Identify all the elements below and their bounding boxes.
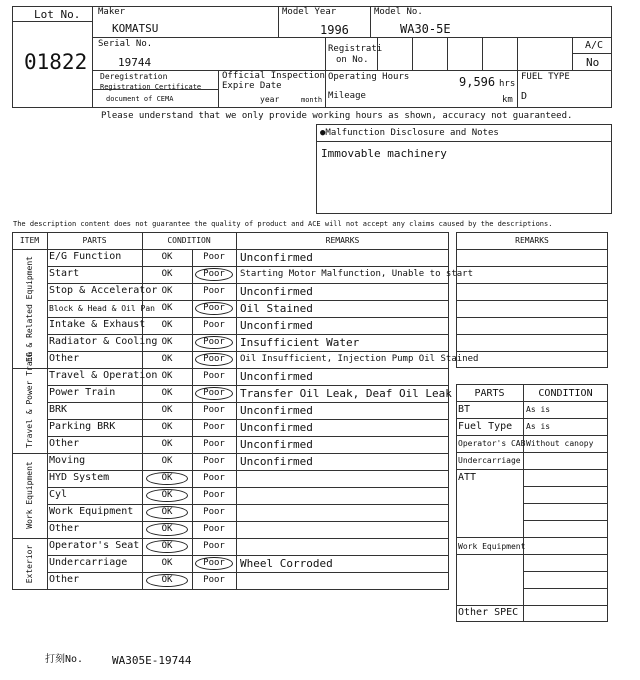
work-equipment-label: Work Equipment bbox=[458, 542, 526, 551]
ok-option: OK bbox=[161, 456, 173, 466]
parts-table-part: Undercarriage bbox=[458, 456, 521, 465]
right-remarks-header: REMARKS bbox=[515, 236, 549, 245]
model-year-value: 1996 bbox=[320, 23, 349, 37]
part-name: Other bbox=[49, 438, 80, 449]
poor-option: Poor bbox=[203, 354, 225, 364]
parts-table-condition: As is bbox=[526, 405, 551, 414]
table-row bbox=[0, 487, 450, 504]
remarks-row-divider bbox=[456, 300, 608, 301]
ok-option: OK bbox=[161, 252, 173, 262]
ok-circle-mark bbox=[146, 574, 188, 587]
cema-document-label: document of CEMA bbox=[106, 95, 174, 103]
remarks-row-divider bbox=[456, 283, 608, 284]
remark-text: Oil Stained bbox=[240, 302, 313, 315]
ac-value: No bbox=[586, 56, 600, 69]
ok-option: OK bbox=[161, 337, 173, 347]
ok-circle-mark bbox=[146, 506, 188, 519]
part-name: HYD System bbox=[49, 472, 110, 483]
ok-option: OK bbox=[161, 286, 173, 296]
registration-label-2: on No. bbox=[336, 55, 369, 65]
part-name: Cyl bbox=[49, 489, 68, 500]
poor-option: Poor bbox=[203, 439, 225, 449]
poor-option: Poor bbox=[203, 320, 225, 330]
stamp-number-value: WA305E-19744 bbox=[112, 654, 192, 667]
poor-option: Poor bbox=[203, 286, 225, 296]
remark-text: Oil Insufficient, Injection Pump Oil Stained bbox=[240, 354, 479, 364]
group-work-equipment: Work Equipment bbox=[25, 461, 34, 529]
ok-option: OK bbox=[161, 405, 173, 415]
header-parts: PARTS bbox=[82, 236, 107, 245]
group-exterior: Exterior bbox=[25, 544, 34, 584]
inspection-label-2: Expire Date bbox=[222, 81, 282, 91]
parts-header: PARTS bbox=[474, 388, 505, 399]
parts-table-part: BT bbox=[458, 404, 471, 415]
remarks-row-divider bbox=[456, 334, 608, 335]
poor-option: Poor bbox=[203, 524, 225, 534]
serial-value: 19744 bbox=[118, 56, 152, 69]
remarks-row-divider bbox=[456, 266, 608, 267]
remark-text: Unconfirmed bbox=[240, 319, 313, 332]
group-eg-related-equipment: EG & Related Equipment bbox=[25, 256, 34, 362]
part-name: E/G Function bbox=[49, 251, 122, 262]
remark-text: Insufficient Water bbox=[240, 336, 360, 349]
part-name: Undercarriage bbox=[49, 557, 128, 568]
part-name: Start bbox=[49, 268, 80, 279]
year-label: year bbox=[260, 95, 280, 104]
parts-row-divider bbox=[456, 452, 608, 453]
table-row bbox=[0, 402, 450, 419]
table-row bbox=[0, 419, 450, 436]
parts-table-part: Fuel Type bbox=[458, 421, 513, 432]
part-name: Stop & Accelerator bbox=[49, 285, 158, 296]
parts-row-divider bbox=[523, 588, 608, 589]
table-row bbox=[0, 249, 450, 266]
poor-circle-mark bbox=[195, 302, 233, 315]
part-name: BRK bbox=[49, 404, 68, 415]
part-name: Other bbox=[49, 523, 80, 534]
table-row bbox=[0, 555, 450, 572]
table-row bbox=[0, 334, 450, 351]
poor-option: Poor bbox=[203, 303, 225, 313]
km-unit: km bbox=[502, 95, 513, 105]
table-row bbox=[0, 436, 450, 453]
ok-circle-mark bbox=[146, 523, 188, 536]
remark-text: Unconfirmed bbox=[240, 404, 313, 417]
group-travel-power-train: Travel & Power Train bbox=[25, 351, 34, 448]
poor-option: Poor bbox=[203, 337, 225, 347]
table-row bbox=[0, 521, 450, 538]
inspection-label-1: Official Inspection bbox=[222, 71, 325, 81]
ok-option: OK bbox=[161, 558, 173, 568]
model-no-label: Model No. bbox=[374, 7, 423, 17]
parts-row-divider bbox=[456, 469, 608, 470]
table-row bbox=[0, 368, 450, 385]
poor-circle-mark bbox=[195, 387, 233, 400]
part-name: Radiator & Cooling bbox=[49, 336, 158, 347]
parts-row-divider bbox=[523, 571, 608, 572]
ok-option: OK bbox=[161, 422, 173, 432]
hrs-unit: hrs bbox=[499, 79, 516, 89]
table-row bbox=[0, 470, 450, 487]
poor-circle-mark bbox=[195, 336, 233, 349]
remark-text: Unconfirmed bbox=[240, 285, 313, 298]
parts-row-divider bbox=[456, 537, 608, 538]
table-row bbox=[0, 351, 479, 368]
parts-row-divider bbox=[456, 605, 608, 606]
part-name: Travel & Operation bbox=[49, 370, 158, 381]
poor-option: Poor bbox=[203, 575, 225, 585]
poor-option: Poor bbox=[203, 252, 225, 262]
poor-option: Poor bbox=[203, 456, 225, 466]
remark-text: Wheel Corroded bbox=[240, 557, 333, 570]
ok-option: OK bbox=[161, 524, 173, 534]
poor-option: Poor bbox=[203, 405, 225, 415]
ok-option: OK bbox=[161, 490, 173, 500]
poor-option: Poor bbox=[203, 473, 225, 483]
part-name: Parking BRK bbox=[49, 421, 116, 432]
remark-text: Unconfirmed bbox=[240, 438, 313, 451]
malfunction-notes: Immovable machinery bbox=[321, 147, 447, 160]
parts-row-divider bbox=[523, 486, 608, 487]
registration-label-1: Registrati bbox=[328, 44, 383, 54]
remarks-row-divider bbox=[456, 317, 608, 318]
poor-option: Poor bbox=[203, 422, 225, 432]
ac-label: A/C bbox=[585, 40, 604, 51]
table-row bbox=[0, 572, 450, 589]
remark-text: Unconfirmed bbox=[240, 251, 313, 264]
lot-number: 01822 bbox=[24, 50, 88, 74]
ok-circle-mark bbox=[146, 540, 188, 553]
remark-text: Starting Motor Malfunction, Unable to start bbox=[240, 269, 473, 279]
remark-text: Unconfirmed bbox=[240, 455, 313, 468]
parts-row-divider bbox=[523, 520, 608, 521]
poor-option: Poor bbox=[203, 507, 225, 517]
part-name: Block & Head & Oil Pan bbox=[49, 304, 155, 313]
poor-option: Poor bbox=[203, 269, 225, 279]
mileage-label: Mileage bbox=[328, 91, 366, 101]
parts-row-divider bbox=[456, 418, 608, 419]
serial-label: Serial No. bbox=[98, 39, 153, 49]
maker-label: Maker bbox=[98, 7, 126, 17]
disclaimer: The description content does not guarantee the quality of product and ACE will not accept any claims caused by the descriptions. bbox=[13, 220, 553, 228]
ok-option: OK bbox=[161, 269, 173, 279]
poor-option: Poor bbox=[203, 490, 225, 500]
ok-option: OK bbox=[161, 439, 173, 449]
ok-option: OK bbox=[161, 388, 173, 398]
poor-circle-mark bbox=[195, 268, 233, 281]
ok-option: OK bbox=[161, 371, 173, 381]
parts-row-divider bbox=[456, 401, 608, 402]
poor-circle-mark bbox=[195, 353, 233, 366]
model-year-label: Model Year bbox=[282, 7, 337, 17]
remark-text: Transfer Oil Leak, Deaf Oil Leak bbox=[240, 387, 452, 400]
poor-option: Poor bbox=[203, 558, 225, 568]
parts-row-divider bbox=[523, 503, 608, 504]
ok-option: OK bbox=[161, 320, 173, 330]
poor-circle-mark bbox=[195, 557, 233, 570]
ok-option: OK bbox=[161, 473, 173, 483]
operating-hours-label: Operating Hours bbox=[328, 72, 410, 82]
table-row bbox=[0, 283, 450, 300]
condition-header: CONDITION bbox=[538, 388, 593, 399]
lot-label: Lot No. bbox=[34, 8, 81, 21]
table-row bbox=[0, 504, 450, 521]
fuel-type-label: FUEL TYPE bbox=[521, 72, 570, 82]
maker-value: KOMATSU bbox=[112, 22, 159, 35]
registration-certificate-label: Registration Certificate bbox=[100, 83, 202, 91]
part-name: Operator's Seat bbox=[49, 540, 140, 551]
ok-circle-mark bbox=[146, 472, 188, 485]
part-name: Other bbox=[49, 353, 80, 364]
part-name: Power Train bbox=[49, 387, 116, 398]
remarks-row-divider bbox=[456, 351, 608, 352]
other-spec-label: Other SPEC bbox=[458, 607, 519, 618]
header-condition: CONDITION bbox=[167, 236, 211, 245]
parts-table-part: Operator's CAB bbox=[458, 439, 526, 448]
malfunction-title: ●Malfunction Disclosure and Notes bbox=[320, 128, 499, 138]
poor-option: Poor bbox=[203, 388, 225, 398]
part-name: Intake & Exhaust bbox=[49, 319, 146, 330]
poor-option: Poor bbox=[203, 371, 225, 381]
ok-circle-mark bbox=[146, 489, 188, 502]
table-row bbox=[0, 453, 450, 470]
model-no-value: WA30-5E bbox=[400, 22, 451, 36]
remark-text: Unconfirmed bbox=[240, 370, 313, 383]
table-row bbox=[0, 266, 473, 283]
operating-hours-value: 9,596 bbox=[459, 75, 496, 89]
month-label: month bbox=[301, 96, 323, 104]
part-name: Work Equipment bbox=[49, 506, 134, 517]
parts-row-divider bbox=[456, 554, 608, 555]
parts-row-divider bbox=[456, 435, 608, 436]
working-hours-notice: Please understand that we only provide working hours as shown, accuracy not guaranteed. bbox=[101, 111, 573, 121]
ok-option: OK bbox=[161, 507, 173, 517]
table-row bbox=[0, 385, 450, 402]
header-remarks: REMARKS bbox=[325, 236, 360, 245]
table-row bbox=[0, 317, 450, 334]
parts-table-condition: As is bbox=[526, 422, 551, 431]
ok-option: OK bbox=[161, 354, 173, 364]
ok-option: OK bbox=[161, 541, 173, 551]
table-row bbox=[0, 300, 450, 317]
remark-text: Unconfirmed bbox=[240, 421, 313, 434]
parts-table-part: ATT bbox=[458, 472, 477, 483]
fuel-type-value: D bbox=[521, 91, 528, 102]
part-name: Other bbox=[49, 574, 80, 585]
poor-option: Poor bbox=[203, 541, 225, 551]
ok-option: OK bbox=[161, 575, 173, 585]
part-name: Moving bbox=[49, 455, 86, 466]
parts-table-condition: Without canopy bbox=[526, 439, 594, 448]
table-row bbox=[0, 538, 450, 555]
header-item: ITEM bbox=[19, 236, 40, 245]
stamp-number-label: 打刻No. bbox=[45, 654, 84, 665]
ok-option: OK bbox=[161, 303, 173, 313]
deregistration-label: Deregistration bbox=[100, 72, 168, 81]
